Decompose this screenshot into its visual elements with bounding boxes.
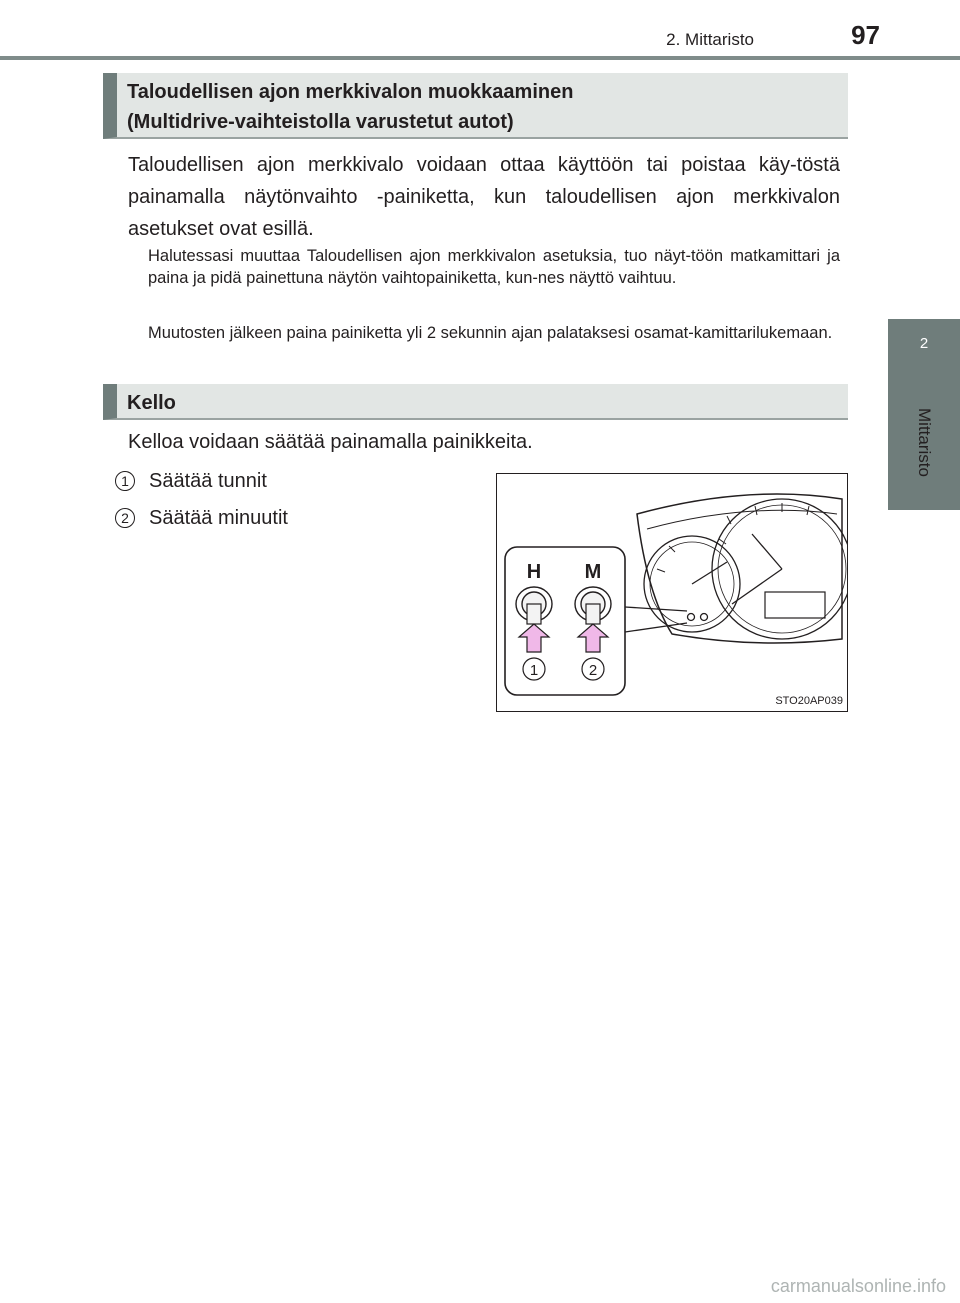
eco-indicator-note-1: Halutessasi muuttaa Taloudellisen ajon merkkivalon asetuksia, tuo näyt-töön matkamittari ja paina ja pidä painettuna näytön vaihtopainiketta, kun-nes näyttö vaihtuu.	[148, 247, 840, 287]
eco-indicator-body: Taloudellisen ajon merkkivalo voidaan ottaa käyttöön tai poistaa käy-töstä painamalla näytönvaihto -painiketta, kun taloudellisen ajon merkkivalon asetukset ovat esillä.	[128, 154, 840, 240]
instrument-cluster-illustration	[497, 474, 847, 711]
header-divider	[0, 56, 960, 60]
callout-1: 1	[529, 662, 539, 679]
list-item-number: 2	[115, 508, 135, 528]
section-heading-line2: (Multidrive-vaihteistolla varustetut autot)	[127, 111, 514, 133]
figure-code: STO20AP039	[775, 695, 843, 707]
section-heading-clock	[103, 384, 848, 420]
chapter-tab-number: 2	[919, 335, 929, 352]
page-number: 97	[851, 20, 880, 50]
clock-body: Kelloa voidaan säätää painamalla painikkeita.	[128, 431, 533, 453]
chapter-label	[888, 400, 960, 510]
list-item-text: Säätää minuutit	[149, 507, 288, 529]
minute-button-label: M	[584, 561, 602, 583]
list-item	[115, 468, 267, 494]
chapter-label-text: Mittaristo	[915, 408, 934, 477]
callout-2: 2	[588, 662, 598, 679]
list-item-number: 1	[115, 471, 135, 491]
list-item	[115, 505, 288, 531]
list-item-text: Säätää tunnit	[149, 470, 267, 492]
eco-indicator-note-2: Muutosten jälkeen paina painiketta yli 2 sekunnin ajan palataksesi osamat-kamittarilukemaan.	[148, 324, 833, 342]
clock-buttons-figure	[496, 473, 848, 712]
watermark: carmanualsonline.info	[770, 1276, 946, 1296]
header-section-title: 2. Mittaristo	[666, 30, 754, 49]
hour-button-label: H	[526, 561, 542, 583]
section-heading-eco-indicator	[103, 73, 848, 139]
section-heading-line1: Taloudellisen ajon merkkivalon muokkaaminen	[127, 81, 574, 103]
page-header	[0, 0, 960, 62]
section-heading-clock-title: Kello	[127, 392, 176, 414]
